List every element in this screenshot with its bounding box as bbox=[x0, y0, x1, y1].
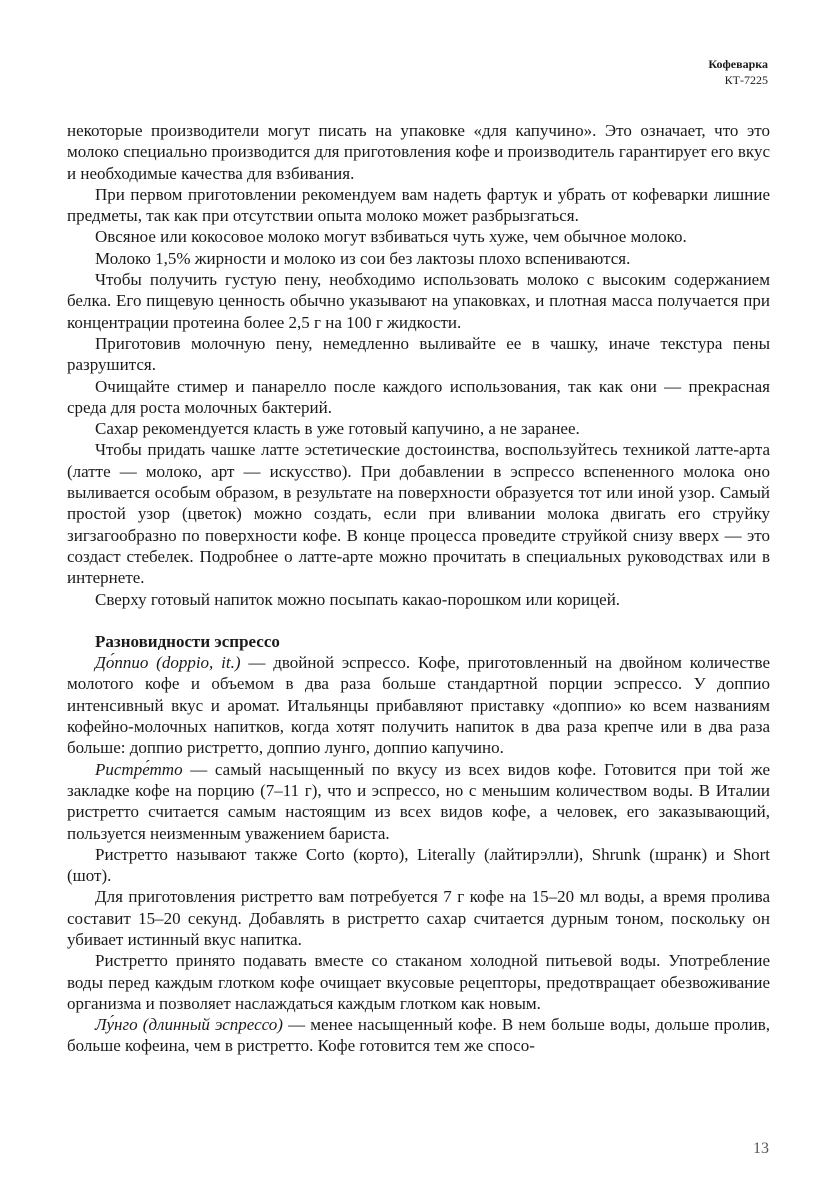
paragraph-text: При первом приготовлении рекомендуем вам надеть фартук и убрать от кофеварки лишние предметы, так как при отсутствии опыта молоко может разбрызгаться. bbox=[67, 184, 770, 226]
paragraph-text: Очищайте стимер и панарелло после каждого использования, так как они — прекрасная среда для роста молочных бактерий. bbox=[67, 376, 770, 417]
header-product: Кофеварка bbox=[708, 57, 768, 71]
paragraph bbox=[67, 589, 770, 610]
body-text bbox=[67, 120, 770, 1057]
paragraph bbox=[67, 759, 770, 844]
paragraph-text: Овсяное или кокосовое молоко могут взбиваться чуть хуже, чем обычное молоко. bbox=[95, 227, 687, 247]
paragraph-text: некоторые производители могут писать на упаковке «для капучино». Это означает, что это молоко специально производится для приготовления кофе и производитель гарантирует его вкус и необходимые качества для взбивания. bbox=[67, 121, 770, 183]
paragraph-text: Ристретто называют также Corto (корто), Literally (лайтирэлли), Shrunk (шранк) и Short (шот). bbox=[67, 844, 770, 886]
paragraph-text: Молоко 1,5% жирности и молоко из сои без лактозы плохо вспениваются. bbox=[95, 248, 631, 268]
paragraph bbox=[67, 950, 770, 1014]
paragraph-text: Чтобы придать чашке латте эстетические достоинства, воспользуйтесь техникой латте-арта (латте — молоко, арт — искусство). При добавлении в эспрессо вспененного молока оно выливается особым образом, в результате на поверхности образуется тот или иной узор. Самый простой узор (цветок) можно создать, если при вливании молока двигать его струйку зигзагообразно по поверхности кофе. В конце процесса проведите струйкой снизу вверх — это создаст стебелек. Подробнее о латте-арте можно прочитать в специальных руководствах или в интернете. bbox=[67, 440, 770, 588]
paragraph bbox=[67, 376, 770, 419]
term: До́ппио (doppio, it.) bbox=[95, 653, 241, 673]
paragraph-text: Сверху готовый напиток можно посыпать какао-порошком или корицей. bbox=[95, 589, 621, 609]
running-header bbox=[708, 56, 768, 88]
paragraph bbox=[67, 1014, 770, 1057]
paragraph-text: Для приготовления ристретто вам потребуется 7 г кофе на 15–20 мл воды, а время пролива составит 15–20 секунд. Добавлять в ристретто сахар считается дурным тоном, поскольку он убивает истинный вкус напитка. bbox=[67, 887, 770, 949]
paragraph bbox=[67, 248, 770, 269]
paragraph bbox=[67, 226, 770, 247]
paragraph bbox=[67, 418, 770, 439]
paragraph-text: Разновидности эспрессо bbox=[95, 631, 280, 651]
paragraph bbox=[67, 184, 770, 227]
paragraph bbox=[67, 844, 770, 887]
paragraph bbox=[67, 333, 770, 376]
page-number: 13 bbox=[753, 1140, 769, 1157]
paragraph-text: Приготовив молочную пену, немедленно выливайте ее в чашку, иначе текстура пены разрушится. bbox=[67, 333, 770, 375]
paragraph-text: — менее насыщенный кофе. В нем больше воды, дольше пролив, больше кофеина, чем в ристретто. Кофе готовится тем же спосо- bbox=[67, 1015, 770, 1056]
header-model: КТ-7225 bbox=[724, 73, 768, 87]
paragraph-text: Чтобы получить густую пену, необходимо использовать молоко с высоким содержанием белка. Его пищевую ценность обычно указывают на упаковках, и плотная масса получается при концентрации протеина более 2,5 г на 100 г жидкости. bbox=[67, 270, 770, 332]
paragraph bbox=[67, 439, 770, 588]
paragraph-text: — двойной эспрессо. Кофе, приготовленный на двойном количестве молотого кофе и объемом в два раза больше стандартной порции эспрессо. У доппио интенсивный вкус и аромат. Итальянцы прибавляют приставку «доппио» ко всем названиям кофейно-молочных напитков, когда хотят получить напиток в два раза крепче или в два раза больше: доппио ристретто, доппио лунго, доппио капучино. bbox=[67, 653, 770, 758]
paragraph-text: Ристретто принято подавать вместе со стаканом холодной питьевой воды. Употребление воды перед каждым глотком кофе очищает вкусовые рецепторы, предотвращает обезвоживание организма и позволяет наслаждаться каждым глотком как новым. bbox=[67, 951, 770, 1013]
paragraph bbox=[67, 269, 770, 333]
paragraph-text: — самый насыщенный по вкусу из всех видов кофе. Готовится при той же закладке кофе на порцию (7–11 г), что и эспрессо, но с меньшим количеством воды. В Италии ристретто считается самым настоящим из всех видов кофе, а человек, его заказывающий, пользуется неизменным уважением бариста. bbox=[67, 759, 770, 843]
paragraph-text: Сахар рекомендуется класть в уже готовый капучино, а не заранее. bbox=[95, 419, 580, 439]
paragraph bbox=[67, 120, 770, 184]
section-heading bbox=[67, 631, 770, 652]
paragraph bbox=[67, 886, 770, 950]
paragraph bbox=[67, 652, 770, 758]
term: Лу́нго (длинный эспрессо) bbox=[95, 1015, 283, 1035]
term: Ристре́тто bbox=[95, 759, 183, 779]
